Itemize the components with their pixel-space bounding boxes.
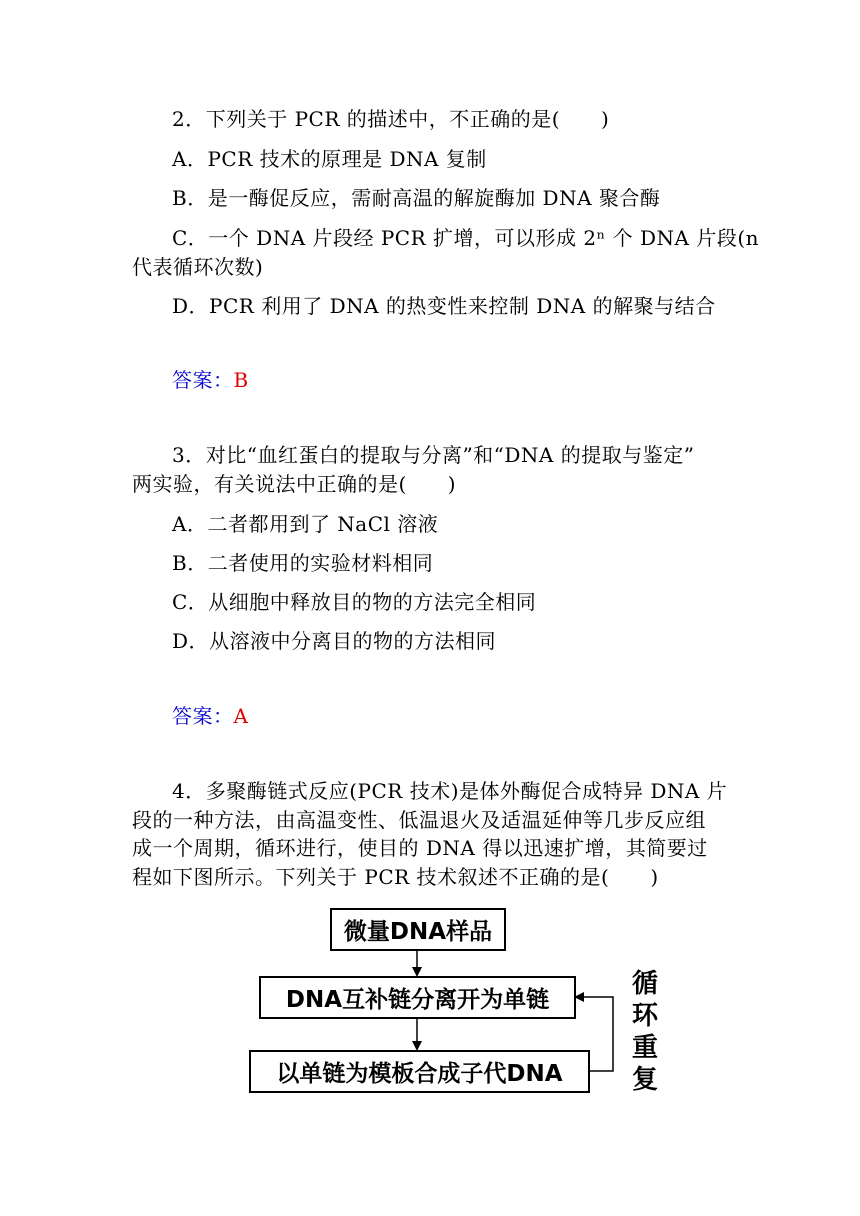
box-strand-separation: DNA互补链分离开为单链 xyxy=(259,976,576,1019)
q3-answer xyxy=(172,704,248,728)
q2-option-c-continued: 代表循环次数) xyxy=(132,255,264,279)
box-dna-sample: 微量DNA样品 xyxy=(330,908,506,951)
q4-stem-line1: 4．多聚酶链式反应(PCR 技术)是体外酶促合成特异 DNA 片 xyxy=(172,779,728,803)
q3-option-b: B．二者使用的实验材料相同 xyxy=(172,551,434,575)
q4-stem-line2: 段的一种方法，由高温变性、低温退火及适温延伸等几步反应组 xyxy=(132,808,706,832)
q4-stem-line3: 成一个周期，循环进行，使目的 DNA 得以迅速扩增，其简要过 xyxy=(132,836,708,860)
q3-answer-label: 答案： xyxy=(172,704,234,728)
q3-option-d: D．从溶液中分离目的物的方法相同 xyxy=(172,629,497,653)
q2-option-b: B．是一酶促反应，需耐高温的解旋酶加 DNA 聚合酶 xyxy=(172,186,661,210)
q3-option-a: A．二者都用到了 NaCl 溶液 xyxy=(172,512,439,536)
q3-answer-value: A xyxy=(233,704,249,728)
q2-option-c: C．一个 DNA 片段经 PCR 扩增，可以形成 2ⁿ 个 DNA 片段(n xyxy=(172,226,759,250)
q4-stem-line4: 程如下图所示。下列关于 PCR 技术叙述不正确的是( ) xyxy=(132,865,659,889)
q2-answer-label: 答案： xyxy=(172,368,234,392)
q3-stem-line2: 两实验，有关说法中正确的是( ) xyxy=(132,472,457,496)
q2-option-a: A．PCR 技术的原理是 DNA 复制 xyxy=(172,147,487,171)
loop-label: 循环重复 xyxy=(631,969,658,1095)
q3-option-c: C．从细胞中释放目的物的方法完全相同 xyxy=(172,590,537,614)
q2-answer xyxy=(172,368,249,392)
q2-option-d: D．PCR 利用了 DNA 的热变性来控制 DNA 的解聚与结合 xyxy=(172,294,716,318)
q2-answer-value: B xyxy=(233,368,249,392)
q3-stem-line1: 3．对比“血红蛋白的提取与分离”和“DNA 的提取与鉴定” xyxy=(172,443,695,467)
box-synthesis: 以单链为模板合成子代DNA xyxy=(249,1050,590,1093)
q2-stem: 2．下列关于 PCR 的描述中，不正确的是( ) xyxy=(172,107,610,131)
